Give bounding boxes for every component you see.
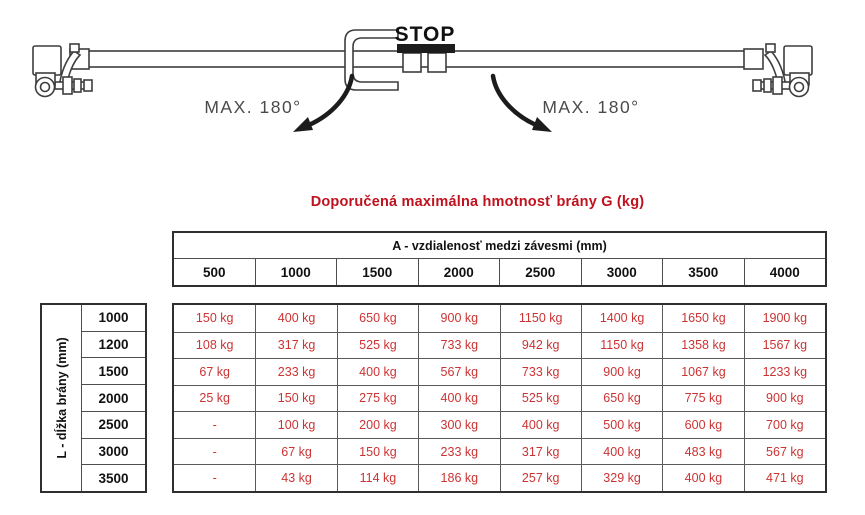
weight-cell: 275 kg xyxy=(337,385,418,412)
right-mount-plate xyxy=(784,46,812,75)
weight-cell: 567 kg xyxy=(418,358,499,385)
left-mount-plate xyxy=(33,46,61,75)
weight-cell: 650 kg xyxy=(581,385,662,412)
weight-cell: 1233 kg xyxy=(744,358,825,385)
weight-cell: 257 kg xyxy=(500,464,581,491)
left-bolt-nut2 xyxy=(84,80,92,91)
row-header: 3000 xyxy=(82,438,145,465)
weight-cell: 942 kg xyxy=(500,332,581,359)
left-bolt-washer xyxy=(74,79,81,92)
row-header: 2500 xyxy=(82,411,145,438)
center-lug-left xyxy=(403,53,421,72)
weight-cell: 114 kg xyxy=(337,464,418,491)
right-bolt-nut xyxy=(773,77,782,94)
weight-cell: 1150 kg xyxy=(581,332,662,359)
left-rotation-label: MAX. 180° xyxy=(204,97,302,117)
weight-cell: 500 kg xyxy=(581,411,662,438)
weight-cell: 1400 kg xyxy=(581,305,662,332)
weight-cell: 186 kg xyxy=(418,464,499,491)
weight-cell: 233 kg xyxy=(255,358,336,385)
column-header: 3500 xyxy=(662,259,744,285)
weight-cell: 1150 kg xyxy=(500,305,581,332)
weight-cell: 483 kg xyxy=(662,438,743,465)
weight-cell: 775 kg xyxy=(662,385,743,412)
column-header: 4000 xyxy=(744,259,826,285)
row-header: 1000 xyxy=(98,310,129,326)
weight-cell: - xyxy=(174,438,255,465)
column-header-table xyxy=(172,231,827,287)
row-group-header: L - dĺžka brány (mm) xyxy=(54,337,69,459)
weight-cell: 200 kg xyxy=(337,411,418,438)
weight-cell: 67 kg xyxy=(174,358,255,385)
weight-cell: 329 kg xyxy=(581,464,662,491)
weight-cell: 1567 kg xyxy=(744,332,825,359)
right-pivot-hole xyxy=(795,83,804,92)
weight-cell: 108 kg xyxy=(174,332,255,359)
column-header: 500 xyxy=(202,264,226,280)
weight-cell: 700 kg xyxy=(744,411,825,438)
weight-cell: 525 kg xyxy=(337,332,418,359)
weight-cell: 100 kg xyxy=(255,411,336,438)
weight-cell: 400 kg xyxy=(337,358,418,385)
weight-cell: 471 kg xyxy=(744,464,825,491)
weight-cell: 25 kg xyxy=(174,385,255,412)
weight-cell: 900 kg xyxy=(744,385,825,412)
weight-cell: 400 kg xyxy=(418,385,499,412)
right-rotation-label: MAX. 180° xyxy=(542,97,640,117)
column-header: 2000 xyxy=(418,259,500,285)
weight-cell: 317 kg xyxy=(255,332,336,359)
weight-cell: 600 kg xyxy=(662,411,743,438)
weight-cell: 900 kg xyxy=(581,358,662,385)
column-header: 1500 xyxy=(336,259,418,285)
weight-cell: 900 kg xyxy=(418,305,499,332)
weight-table xyxy=(172,303,827,493)
stop-label: STOP xyxy=(394,23,456,46)
weight-cell: 150 kg xyxy=(337,438,418,465)
weight-cell: - xyxy=(174,464,255,491)
weight-cell: 43 kg xyxy=(255,464,336,491)
row-header: 2000 xyxy=(82,384,145,411)
right-bolt-washer xyxy=(764,79,771,92)
table-title: Doporučená maximálna hmotnosť brány G (kg) xyxy=(310,194,645,210)
row-headers-column xyxy=(82,305,145,491)
left-lever-nub xyxy=(70,44,79,52)
column-group-header: A - vzdialenosť medzi závesmi (mm) xyxy=(174,233,825,259)
weight-cell: 733 kg xyxy=(418,332,499,359)
weight-cell: 733 kg xyxy=(500,358,581,385)
center-lug-right xyxy=(428,53,446,72)
weight-cell: 1358 kg xyxy=(662,332,743,359)
right-bolt-nut2 xyxy=(753,80,761,91)
column-headers-row xyxy=(174,259,825,285)
weight-cell: 150 kg xyxy=(255,385,336,412)
bar-right-end-cap xyxy=(744,49,763,69)
weight-cell: 525 kg xyxy=(500,385,581,412)
row-group-header-cell xyxy=(42,305,82,491)
weight-cell: 650 kg xyxy=(337,305,418,332)
column-header: 1000 xyxy=(255,259,337,285)
weight-cell: 67 kg xyxy=(255,438,336,465)
weight-cell: 400 kg xyxy=(662,464,743,491)
column-header: 2500 xyxy=(499,259,581,285)
weight-cell: 400 kg xyxy=(500,411,581,438)
weight-cell: 400 kg xyxy=(255,305,336,332)
weight-cell: 1900 kg xyxy=(744,305,825,332)
left-pivot-hole xyxy=(41,83,50,92)
weight-cell: 233 kg xyxy=(418,438,499,465)
row-header: 1500 xyxy=(82,357,145,384)
weight-cell: 300 kg xyxy=(418,411,499,438)
left-rotation-arrow-icon xyxy=(293,76,352,132)
gate-closer-diagram xyxy=(0,0,865,178)
weight-cell: - xyxy=(174,411,255,438)
weight-cell: 1067 kg xyxy=(662,358,743,385)
row-header: 3500 xyxy=(82,464,145,491)
weight-cell: 317 kg xyxy=(500,438,581,465)
weight-cell: 567 kg xyxy=(744,438,825,465)
column-header: 3000 xyxy=(581,259,663,285)
left-bolt-nut xyxy=(63,77,72,94)
row-header-table xyxy=(40,303,147,493)
weight-cell: 150 kg xyxy=(195,311,234,326)
weight-cell: 1650 kg xyxy=(662,305,743,332)
row-header: 1200 xyxy=(82,331,145,358)
right-lever-nub xyxy=(766,44,775,52)
weight-cell: 400 kg xyxy=(581,438,662,465)
